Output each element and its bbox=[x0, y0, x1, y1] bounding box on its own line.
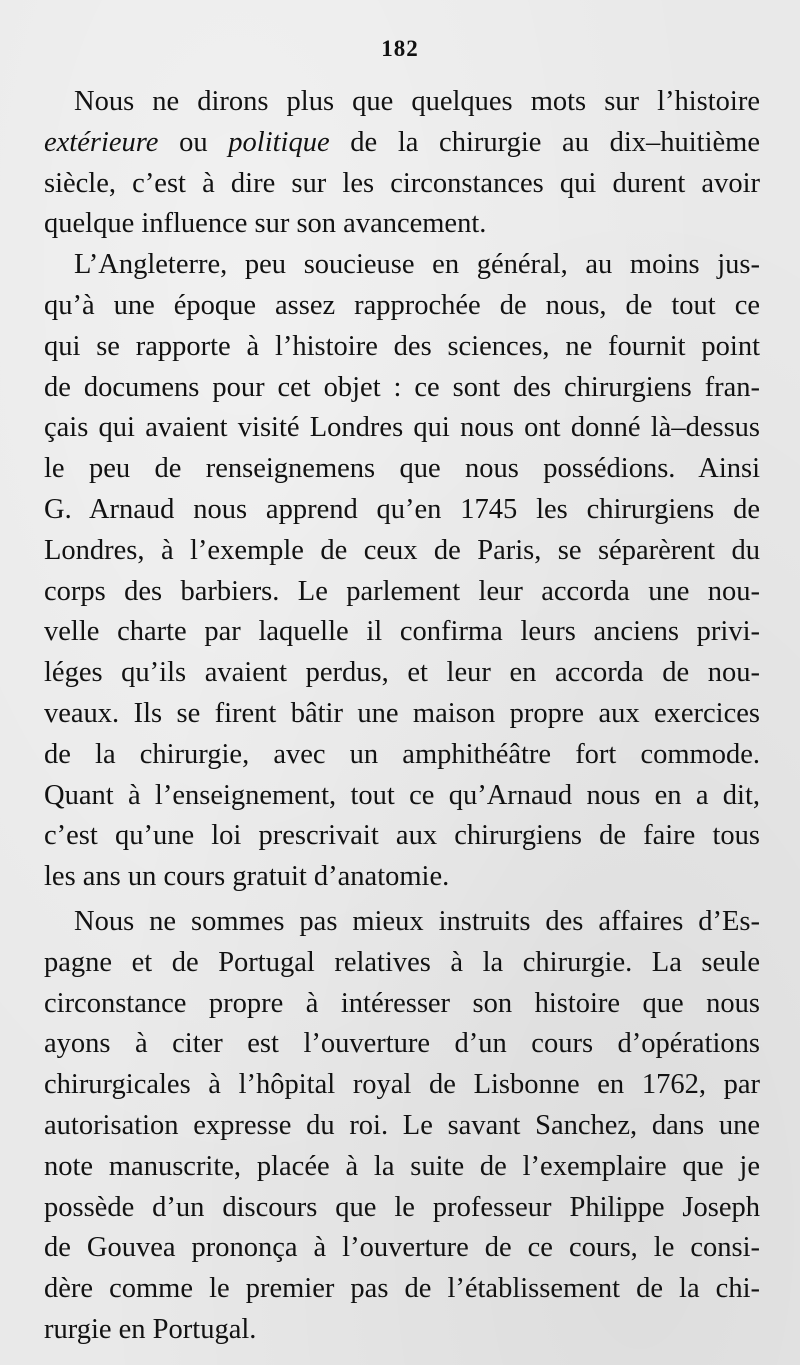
text-line: siècle, c’est à dire sur les circonstances qui durent avoir bbox=[44, 167, 760, 199]
paragraph-3 bbox=[44, 902, 760, 1351]
text-line: ayons à citer est l’ouverture d’un cours d’opérations bbox=[44, 1028, 760, 1060]
text-line: L’Angleterre, peu soucieuse en général, au moins jus- bbox=[74, 249, 760, 281]
text-line: Nous ne dirons plus que quelques mots sur l’histoire bbox=[74, 86, 760, 117]
page-number: 182 bbox=[381, 36, 419, 61]
text-line: Quant à l’enseignement, tout ce qu’Arnaud nous en a dit, bbox=[44, 779, 760, 811]
text-line: velle charte par laquelle il confirma leurs anciens privi- bbox=[44, 616, 760, 648]
text-line: rurgie en Portugal. bbox=[44, 1313, 257, 1345]
text-line: çais qui avaient visité Londres qui nous ont donné là–dessus bbox=[44, 412, 760, 444]
text-line: circonstance propre à intéresser son histoire que nous bbox=[44, 987, 760, 1019]
text-line: qui se rapporte à l’histoire des sciences, ne fournit point bbox=[44, 330, 760, 362]
text-line: Nous ne sommes pas mieux instruits des affaires d’Es- bbox=[74, 905, 760, 937]
text-line: quelque influence sur son avancement. bbox=[44, 208, 487, 240]
text-line: de Gouvea prononça à l’ouverture de ce cours, le consi- bbox=[44, 1232, 760, 1264]
italic-word: extérieure bbox=[44, 126, 159, 158]
text-line: les ans un cours gratuit d’anatomie. bbox=[44, 861, 450, 893]
text-line: Londres, à l’exemple de ceux de Paris, se séparèrent du bbox=[44, 534, 760, 566]
text-line: c’est qu’une loi prescrivait aux chirurgiens de faire tous bbox=[44, 820, 760, 852]
text-line-italic bbox=[44, 123, 760, 164]
text-line: veaux. Ils se firent bâtir une maison propre aux exercices bbox=[44, 697, 760, 729]
text-line: autorisation expresse du roi. Le savant Sanchez, dans une bbox=[44, 1109, 760, 1141]
paragraph-1 bbox=[44, 82, 760, 245]
text-line: le peu de renseignemens que nous possédions. Ainsi bbox=[44, 453, 760, 485]
text-line: dère comme le premier pas de l’établissement de la chi- bbox=[44, 1273, 760, 1305]
text-line: corps des barbiers. Le parlement leur accorda une nou- bbox=[44, 575, 760, 607]
text-line: pagne et de Portugal relatives à la chirurgie. La seule bbox=[44, 946, 760, 978]
body-text bbox=[44, 82, 760, 1351]
text-line: de documens pour cet objet : ce sont des chirurgiens fran- bbox=[44, 371, 760, 403]
text-fragment: de la chirurgie au dix–huitième bbox=[329, 126, 760, 158]
paragraph-2 bbox=[44, 245, 760, 898]
text-line: de la chirurgie, avec un amphithéâtre fort commode. bbox=[44, 738, 760, 770]
text-line: qu’à une époque assez rapprochée de nous, de tout ce bbox=[44, 289, 760, 321]
text-line: léges qu’ils avaient perdus, et leur en accorda de nou- bbox=[44, 657, 760, 689]
italic-word: politique bbox=[228, 126, 330, 158]
text-line: chirurgicales à l’hôpital royal de Lisbonne en 1762, par bbox=[44, 1069, 760, 1101]
text-line: G. Arnaud nous apprend qu’en 1745 les chirurgiens de bbox=[44, 493, 760, 525]
text-line: possède d’un discours que le professeur Philippe Joseph bbox=[44, 1191, 760, 1223]
text-fragment: ou bbox=[158, 126, 229, 158]
text-line: note manuscrite, placée à la suite de l’exemplaire que je bbox=[44, 1150, 760, 1182]
